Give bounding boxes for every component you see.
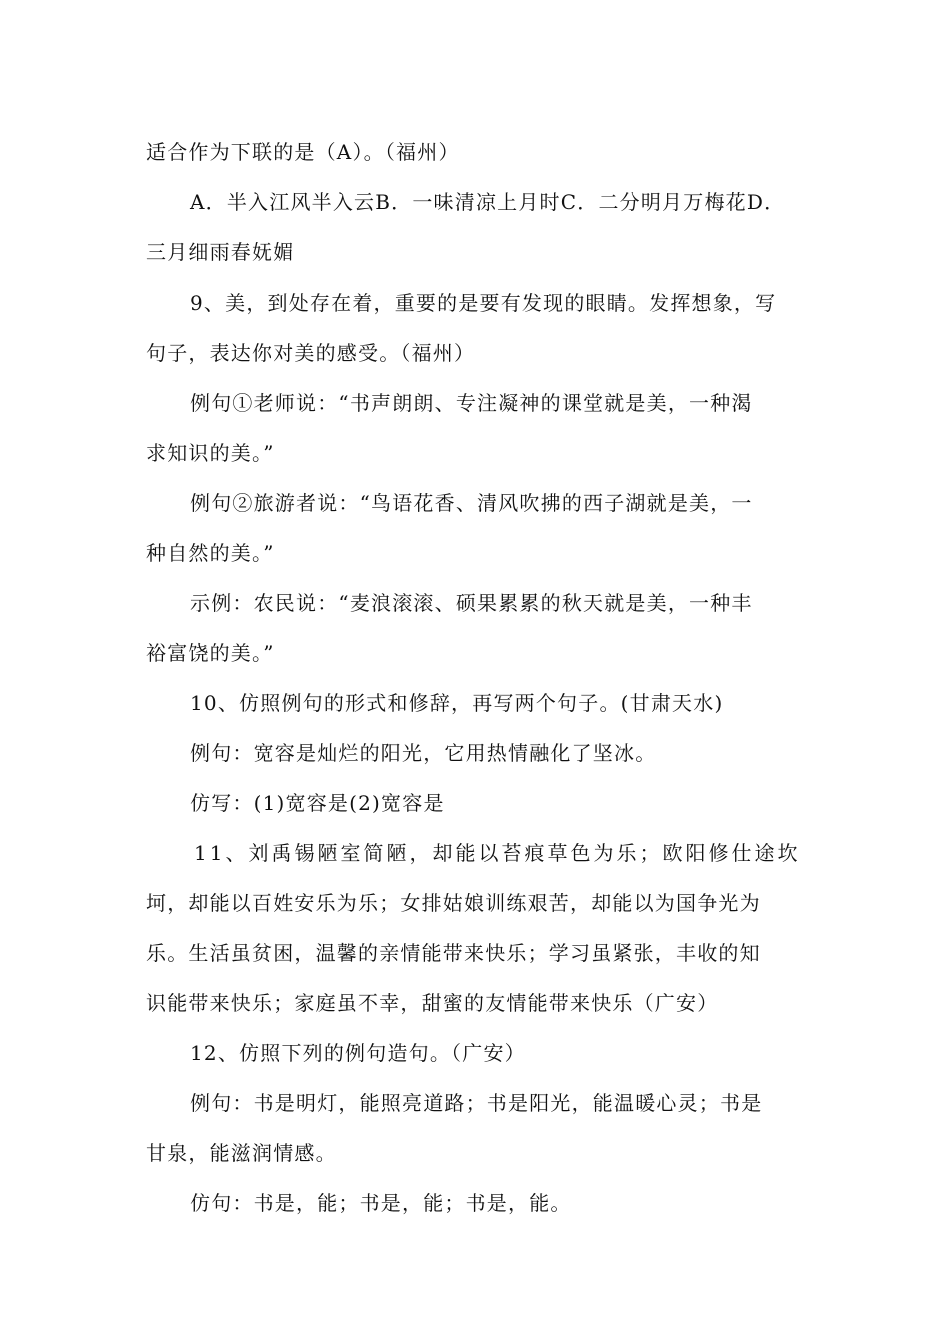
text-line: 例句①老师说：“书声朗朗、专注凝神的课堂就是美，一种渴	[190, 391, 753, 415]
text-line: 三月细雨春妩媚	[146, 240, 295, 264]
text-line: 例句：宽容是灿烂的阳光，它用热情融化了坚冰。	[190, 741, 657, 765]
text-line: 甘泉，能滋润情感。	[146, 1141, 337, 1165]
text-line: 仿句：书是，能；书是，能；书是，能。	[190, 1191, 572, 1215]
text-line: 种自然的美。”	[146, 541, 275, 565]
text-line: 10、仿照例句的形式和修辞，再写两个句子。(甘肃天水)	[190, 691, 724, 715]
text-line: 仿写：(1)宽容是(2)宽容是	[190, 791, 445, 815]
text-line: A．半入江风半入云B．一味清凉上月时C．二分明月万梅花D．	[190, 190, 786, 214]
text-line: 例句②旅游者说：“鸟语花香、清风吹拂的西子湖就是美，一	[190, 491, 753, 515]
text-line: 裕富饶的美。”	[146, 641, 275, 665]
text-line: 句子，表达你对美的感受。（福州）	[146, 341, 476, 365]
text-line: 坷，却能以百姓安乐为乐；女排姑娘训练艰苦，却能以为国争光为	[146, 891, 761, 915]
text-line: 示例：农民说：“麦浪滚滚、硕果累累的秋天就是美，一种丰	[190, 591, 753, 615]
text-line: 12、仿照下列的例句造句。（广安）	[190, 1041, 526, 1065]
text-line: 识能带来快乐；家庭虽不幸，甜蜜的友情能带来快乐（广安）	[146, 991, 719, 1015]
text-line: 11、刘禹锡陋室简陋，却能以苔痕草色为乐；欧阳修仕途坎	[194, 841, 801, 865]
text-line: 求知识的美。”	[146, 441, 275, 465]
text-line: 例句：书是明灯，能照亮道路；书是阳光，能温暖心灵；书是	[190, 1091, 763, 1115]
text-line: 9、美，到处存在着，重要的是要有发现的眼睛。发挥想象，写	[190, 291, 777, 315]
text-line: 适合作为下联的是（A）。（福州）	[146, 140, 460, 164]
text-line: 乐。生活虽贫困，温馨的亲情能带来快乐；学习虽紧张，丰收的知	[146, 941, 761, 965]
